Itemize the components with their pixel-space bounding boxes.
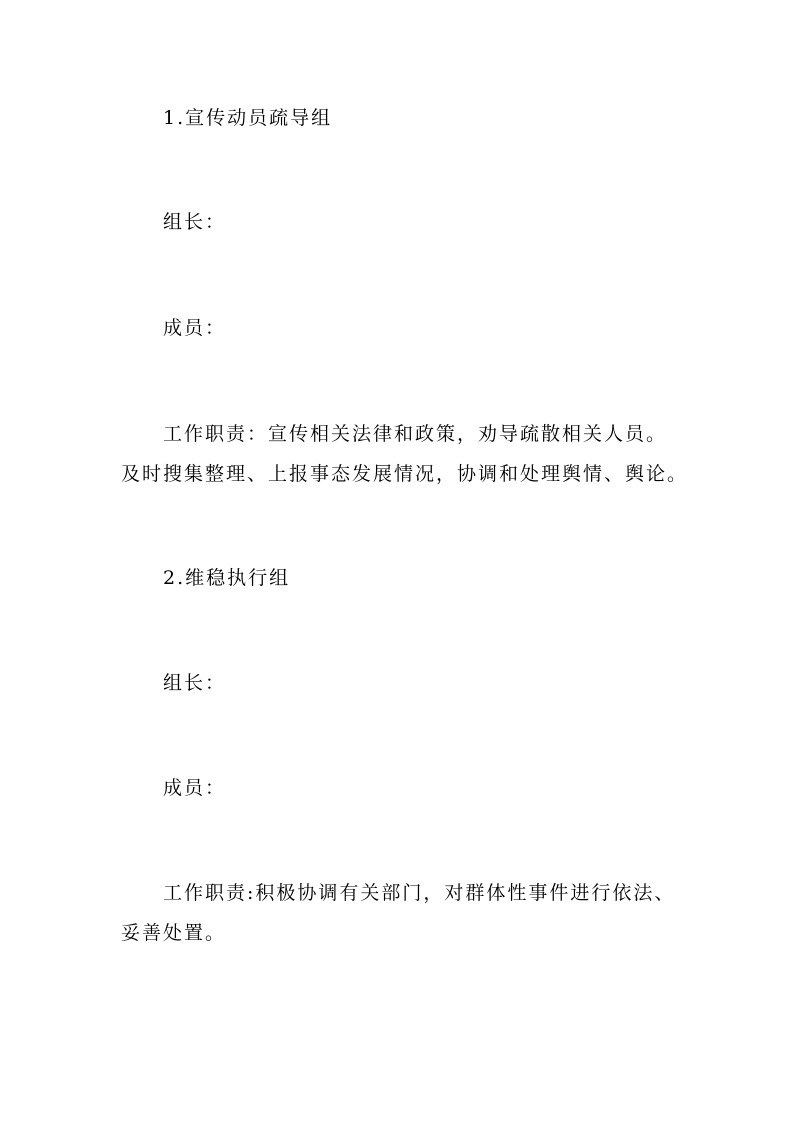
section-1-leader: 组长：: [163, 211, 227, 233]
section-1-heading: 1.宣传动员疏导组: [163, 107, 333, 129]
section-2-heading: 2.维稳执行组: [163, 567, 291, 589]
section-2-members: 成员：: [163, 777, 227, 799]
section-1-duty-line-2: 及时搜集整理、上报事态发展情况，协调和处理舆情、舆论。: [121, 463, 689, 485]
section-2-leader: 组长：: [163, 672, 227, 694]
section-2-duty-line-1: 工作职责:积极协调有关部门，对群体性事件进行依法、: [163, 882, 676, 904]
section-1-members: 成员：: [163, 317, 227, 339]
section-1-duty-line-1: 工作职责：宣传相关法律和政策，劝导疏散相关人员。: [163, 423, 668, 445]
section-2-duty-line-2: 妥善处置。: [121, 922, 227, 944]
